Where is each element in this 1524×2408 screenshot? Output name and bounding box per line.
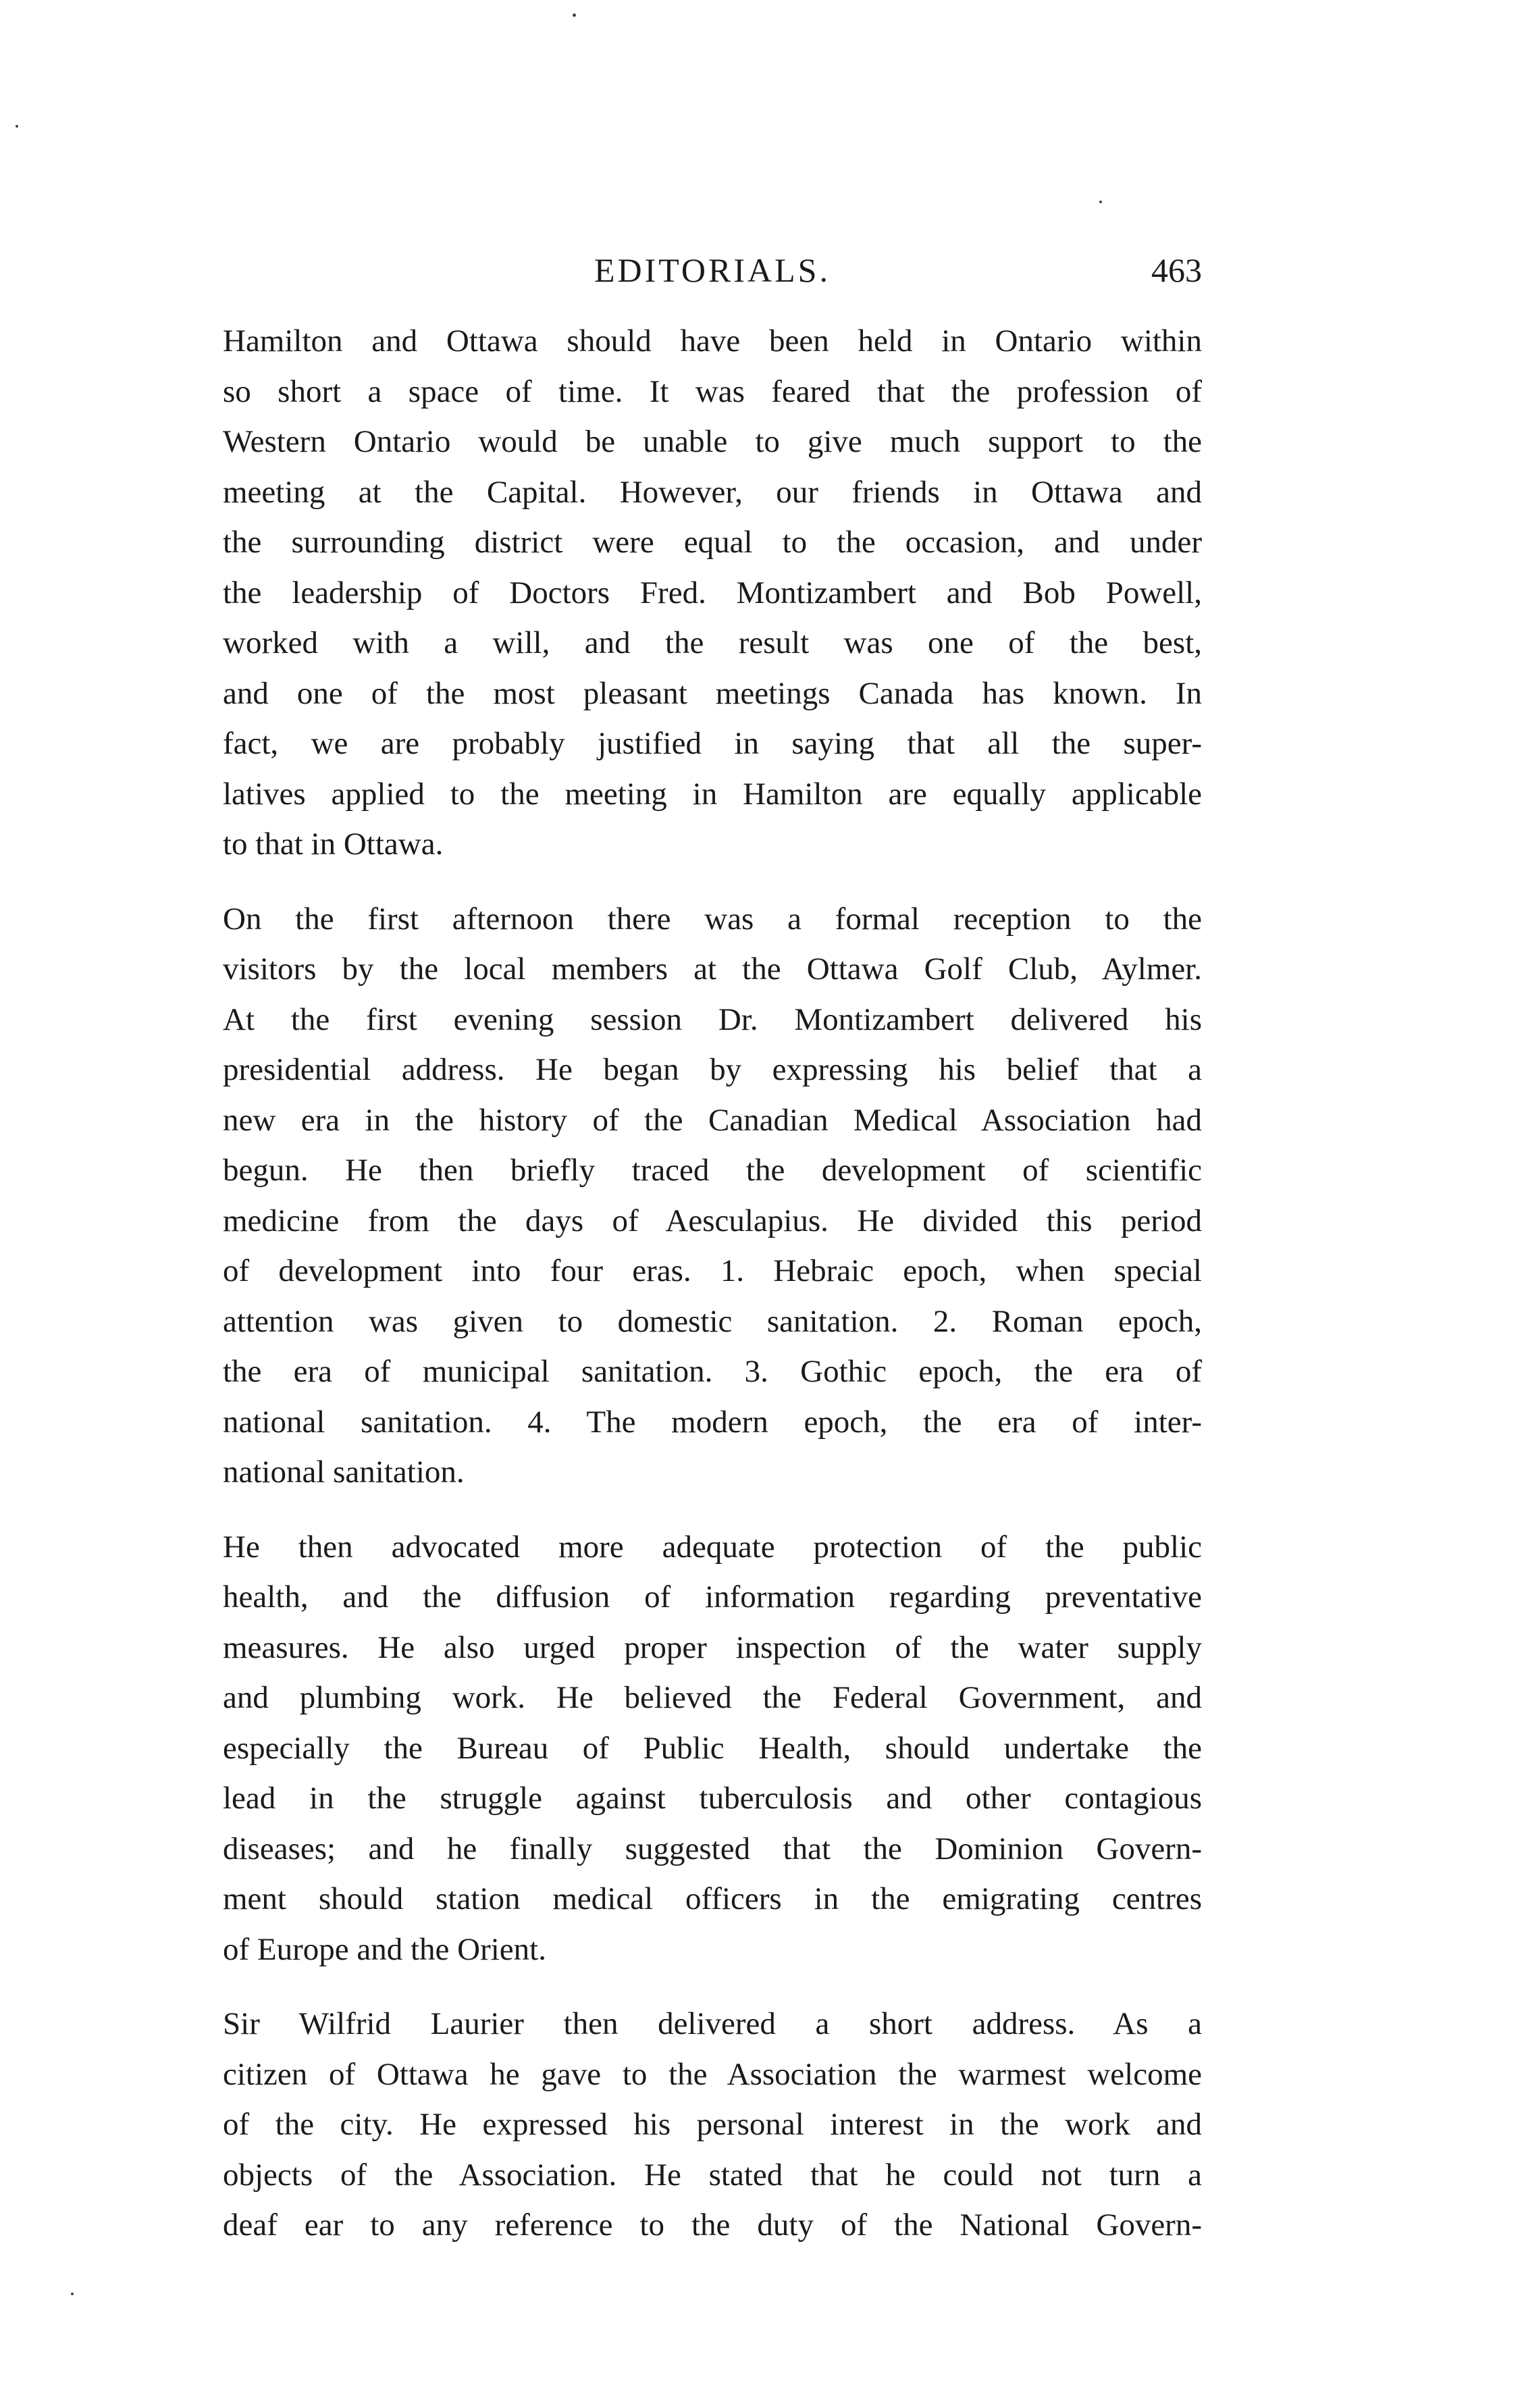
text-line: presidential address. He began by expressing his belief that a — [223, 1052, 1202, 1087]
body-text — [223, 316, 1202, 2251]
text-line: the leadership of Doctors Fred. Montizambert and Bob Powell, — [223, 575, 1202, 610]
text-line: meeting at the Capital. However, our friends in Ottawa and — [223, 474, 1202, 510]
paragraph-4 — [223, 1999, 1202, 2251]
scan-speck — [16, 125, 18, 128]
text-line: of development into four eras. 1. Hebraic epoch, when special — [223, 1253, 1202, 1288]
text-line: begun. He then briefly traced the development of scientific — [223, 1153, 1202, 1188]
page-number: 463 — [1151, 251, 1202, 289]
text-line: of the city. He expressed his personal interest in the work and — [223, 2107, 1202, 2142]
scan-speck — [1099, 201, 1102, 203]
text-line: of Europe and the Orient. — [223, 1931, 546, 1967]
text-line: national sanitation. 4. The modern epoch, the era of inter- — [223, 1404, 1202, 1440]
text-line: objects of the Association. He stated that he could not turn a — [223, 2157, 1202, 2193]
text-line: visitors by the local members at the Ottawa Golf Club, Aylmer. — [223, 951, 1202, 987]
text-line: especially the Bureau of Public Health, should undertake the — [223, 1730, 1202, 1766]
text-line: health, and the diffusion of information regarding preventative — [223, 1579, 1202, 1615]
paragraph-3 — [223, 1522, 1202, 1975]
text-line: and one of the most pleasant meetings Canada has known. In — [223, 675, 1202, 711]
text-line: At the first evening session Dr. Montizambert delivered his — [223, 1001, 1202, 1037]
text-line: citizen of Ottawa he gave to the Association the warmest welcome — [223, 2056, 1202, 2092]
text-line: He then advocated more adequate protection of the public — [223, 1529, 1202, 1565]
paragraph-2 — [223, 894, 1202, 1498]
running-header — [223, 243, 1202, 297]
text-line: to that in Ottawa. — [223, 827, 444, 862]
text-line: Sir Wilfrid Laurier then delivered a short address. As a — [223, 2006, 1202, 2041]
text-line: national sanitation. — [223, 1455, 465, 1490]
text-line: attention was given to domestic sanitation. 2. Roman epoch, — [223, 1303, 1202, 1339]
text-line: latives applied to the meeting in Hamilton are equally applicable — [223, 776, 1202, 812]
text-line: worked with a will, and the result was one of the best, — [223, 625, 1202, 660]
text-line: measures. He also urged proper inspection of the water supply — [223, 1629, 1202, 1665]
text-line: the surrounding district were equal to the occasion, and under — [223, 525, 1202, 560]
text-line: medicine from the days of Aesculapius. He divided this period — [223, 1203, 1202, 1238]
text-line: and plumbing work. He believed the Federal Government, and — [223, 1680, 1202, 1715]
text-line: On the first afternoon there was a formal reception to the — [223, 901, 1202, 937]
text-line: so short a space of time. It was feared that the profession of — [223, 373, 1202, 409]
text-line: the era of municipal sanitation. 3. Gothic epoch, the era of — [223, 1354, 1202, 1389]
text-line: new era in the history of the Canadian Medical Association had — [223, 1102, 1202, 1138]
text-line: Western Ontario would be unable to give much support to the — [223, 424, 1202, 459]
running-title: EDITORIALS. — [594, 251, 831, 289]
scan-speck — [573, 14, 576, 17]
text-line: Hamilton and Ottawa should have been held in Ontario within — [223, 323, 1202, 359]
scan-speck — [71, 2293, 74, 2295]
text-line: fact, we are probably justified in saying that all the super- — [223, 726, 1202, 761]
text-line: diseases; and he finally suggested that the Dominion Govern- — [223, 1831, 1202, 1866]
text-line: lead in the struggle against tuberculosis and other contagious — [223, 1781, 1202, 1816]
paragraph-1 — [223, 316, 1202, 870]
text-line: deaf ear to any reference to the duty of the National Govern- — [223, 2207, 1202, 2243]
text-line: ment should station medical officers in the emigrating centres — [223, 1881, 1202, 1916]
